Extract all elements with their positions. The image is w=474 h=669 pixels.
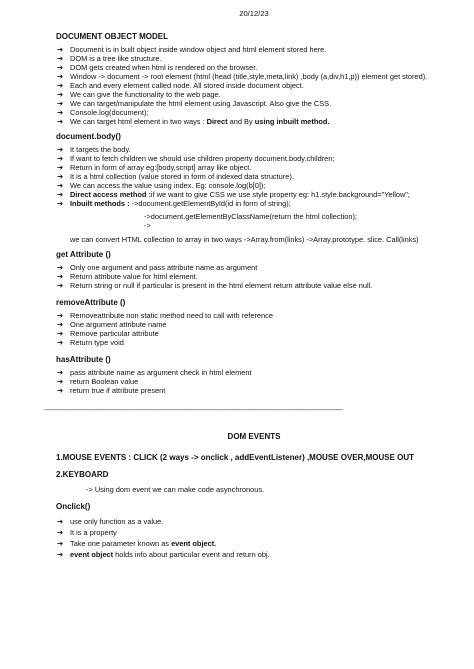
arrow-right-icon: ➔ [57,81,64,90]
list-item: ➔ Only one argument and pass attribute name as argument [57,263,258,272]
arrow-right-icon: ➔ [57,108,64,117]
section-title-body: document.body() [56,132,121,141]
arrow-right-icon: ➔ [57,377,64,386]
list-item: ➔ One argument attribute name [57,320,167,329]
section-title-onclick: Onclick() [56,502,91,511]
arrow-right-icon: ➔ [57,281,64,290]
inbuilt-method-line: -> [144,221,151,230]
list-item: ➔ We can target/manipulate the html element using Javascript. Also give the CSS. [57,99,332,108]
list-item: ➔ return Boolean value [57,377,139,386]
list-item: ➔ event object holds info about particular event and return obj. [57,550,270,559]
list-item: ➔ Each and every element called node. All stored inside document object. [57,81,304,90]
arrow-right-icon: ➔ [57,272,64,281]
arrow-right-icon: ➔ [57,181,64,190]
arrow-right-icon: ➔ [57,517,64,526]
list-item: ➔ Return attribute value for html element. [57,272,198,281]
arrow-right-icon: ➔ [57,145,64,154]
arrow-right-icon: ➔ [57,329,64,338]
mouse-events-heading: 1.MOUSE EVENTS : CLICK (2 ways -> onclick , addEventListener) ,MOUSE OVER,MOUSE OUT [56,453,415,462]
section-title-dom-events: DOM EVENTS [227,432,281,441]
list-item: ➔ Window -> document -> root element (html (head (title,style,meta,link) ,body (a,div,h1,p)) element get stored). [57,72,428,81]
arrow-right-icon: ➔ [57,154,64,163]
arrow-right-icon: ➔ [57,63,64,72]
section-title-get-attribute: get Attribute () [56,250,111,259]
arrow-right-icon: ➔ [57,338,64,347]
arrow-right-icon: ➔ [57,550,64,559]
has-attribute-list [56,368,452,395]
convert-note: we can convert HTML collection to array in two ways ->Array.from(links) ->Array.prototype. slice. Call(links) [70,235,419,244]
arrow-right-icon: ➔ [57,45,64,54]
remove-attribute-list [56,311,452,347]
list-item: ➔ Document is in built object inside window object and html element stored here. [57,45,327,54]
list-item: ➔ We can target html element in two ways : Direct and By using inbuilt method. [57,117,330,126]
list-item: ➔ It targets the body. [57,145,131,154]
arrow-right-icon: ➔ [57,368,64,377]
arrow-right-icon: ➔ [57,190,64,199]
list-item: ➔ use only function as a value. [57,517,164,526]
body-list [56,145,452,208]
section-title-has-attribute: hasAttribute () [56,355,111,364]
keyboard-heading: 2.KEYBOARD [56,470,109,479]
list-item: ➔ DOM gets created when html is rendered on the browser. [57,63,258,72]
arrow-right-icon: ➔ [57,320,64,329]
arrow-right-icon: ➔ [57,386,64,395]
arrow-right-icon: ➔ [57,54,64,63]
async-note: -> Using dom event we can make code asynchronous. [86,485,265,494]
list-item: ➔ We can give the functionality to the web page. [57,90,221,99]
dom-list [56,45,452,126]
arrow-right-icon: ➔ [57,528,64,537]
list-item: ➔ Return string or null if particular is present in the html element return attribute value else null. [57,281,373,290]
arrow-right-icon: ➔ [57,72,64,81]
list-item: ➔ pass attribute name as argument check in html element [57,368,252,377]
list-item: ➔ Removeattribute non static method need to call with reference [57,311,273,320]
list-item: ➔ Return in form of array eg:[body,script] array like object. [57,163,252,172]
list-item: ➔ Take one parameter known as event object. [57,539,217,548]
section-title-dom: DOCUMENT OBJECT MODEL [56,32,168,41]
list-item: ➔ Console.log(document); [57,108,149,117]
section-title-remove-attribute: removeAttribute () [56,298,126,307]
onclick-list [56,517,452,559]
list-item: ➔ Direct access method :if we want to give CSS we use style property eg: h1.style.background="Yellow"; [57,190,410,199]
list-item: ➔ Return type void [57,338,124,347]
inbuilt-method-line: ->document.getElementByClassName(return the html collection); [144,212,357,221]
get-attribute-list [56,263,452,290]
list-item: ➔ DOM is a tree like structure. [57,54,162,63]
page-date: 20/12/23 [239,9,269,18]
list-item: ➔ Remove particular attribute [57,329,159,338]
list-item: ➔ If want to fetch children we should use children property document.body.children; [57,154,335,163]
arrow-right-icon: ➔ [57,263,64,272]
arrow-right-icon: ➔ [57,539,64,548]
list-item: ➔ It is a html collection (value stored in form of indexed data structure). [57,172,294,181]
arrow-right-icon: ➔ [57,199,64,208]
arrow-right-icon: ➔ [57,99,64,108]
list-item: ➔ return true if attribute present [57,386,166,395]
arrow-right-icon: ➔ [57,163,64,172]
arrow-right-icon: ➔ [57,311,64,320]
list-item: ➔ Inbuilt methods : ->document.getElementById(id in form of string); [57,199,291,208]
arrow-right-icon: ➔ [57,117,64,126]
arrow-right-icon: ➔ [57,90,64,99]
arrow-right-icon: ➔ [57,172,64,181]
list-item: ➔ We can access the value using index. Eg: console.log(b[0]); [57,181,266,190]
dotted-divider: ------------------------------------------------------------------------------------------------------------------------------------------------------------------- [44,407,343,414]
list-item: ➔ It is a property [57,528,117,537]
